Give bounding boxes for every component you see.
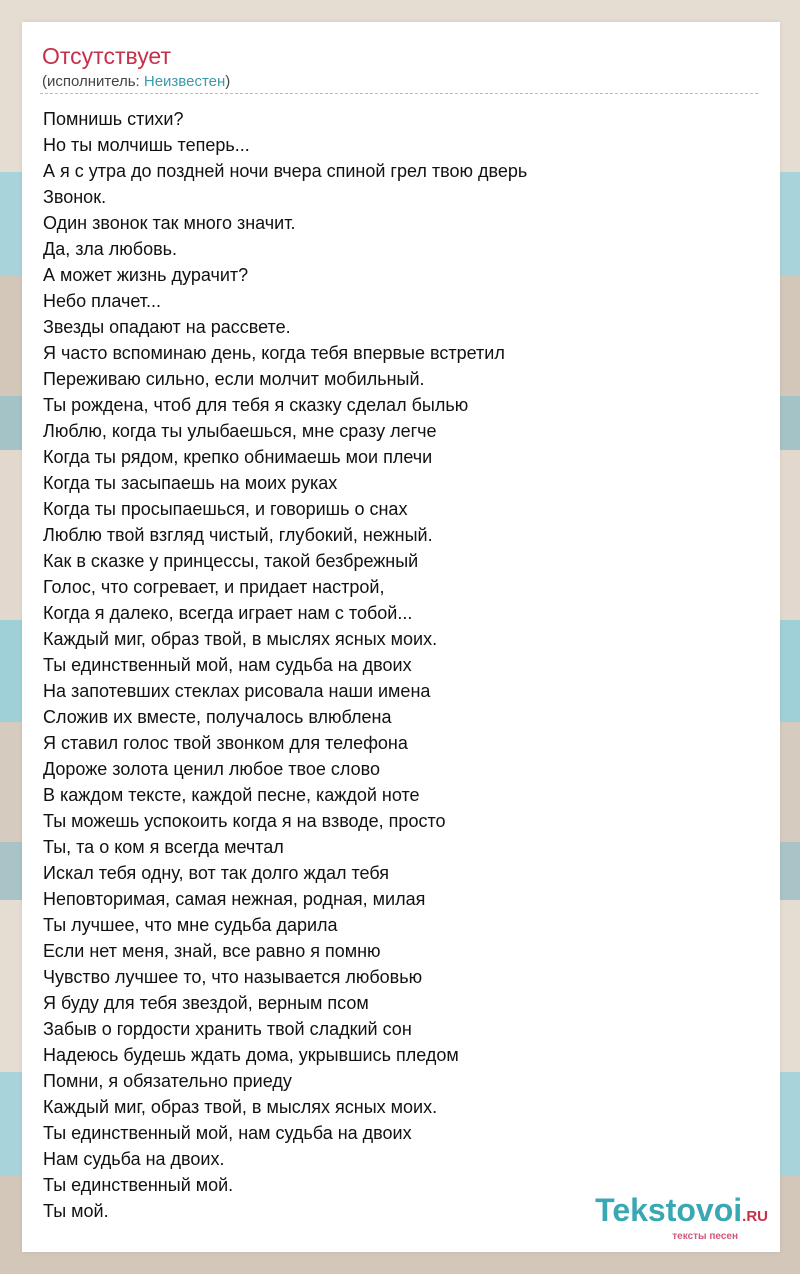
lyric-line: Как в сказке у принцессы, такой безбрежный xyxy=(43,551,419,571)
artist-link[interactable]: Неизвестен xyxy=(143,73,226,90)
lyric-line: Когда ты засыпаешь на моих руках xyxy=(43,473,338,493)
lyric-line: Я ставил голос твой звонком для телефона xyxy=(43,733,408,753)
lyric-line: Ты можешь успокоить когда я на взводе, просто xyxy=(43,811,446,831)
lyric-line: Когда я далеко, всегда играет нам с тобой... xyxy=(43,603,413,623)
lyric-line: Голос, что согревает, и придает настрой, xyxy=(43,577,385,597)
lyric-line: Забыв о гордости хранить твой сладкий сон xyxy=(43,1019,412,1039)
lyric-line: Когда ты рядом, крепко обнимаешь мои плечи xyxy=(43,447,433,467)
artist-prefix: (исполнитель: xyxy=(42,73,144,90)
lyric-line: Надеюсь будешь ждать дома, укрывшись пледом xyxy=(43,1045,459,1065)
lyric-line: Звонок. xyxy=(43,187,107,207)
logo-tagline: тексты песен xyxy=(672,1231,738,1242)
lyric-line: Ты рождена, чтоб для тебя я сказку сделал былью xyxy=(43,395,469,415)
lyric-line: А я с утра до поздней ночи вчера спиной грел твою дверь xyxy=(43,161,528,181)
lyric-line: Чувство лучшее то, что называется любовью xyxy=(43,967,423,987)
logo-name: Tekstovoi xyxy=(595,1192,743,1228)
lyric-line: Но ты молчишь теперь... xyxy=(43,135,250,155)
header-divider xyxy=(40,93,758,94)
lyric-line: Неповторимая, самая нежная, родная, милая xyxy=(43,889,426,909)
lyric-line: Ты мой. xyxy=(43,1201,109,1221)
lyric-line: Звезды опадают на рассвете. xyxy=(43,317,291,337)
lyric-line: Каждый миг, образ твой, в мыслях ясных моих. xyxy=(43,1097,438,1117)
lyric-line: Нам судьба на двоих. xyxy=(43,1149,225,1169)
lyric-line: Помни, я обязательно приеду xyxy=(43,1071,292,1091)
lyric-line: А может жизнь дурачит? xyxy=(43,265,249,285)
lyric-line: Я часто вспоминаю день, когда тебя впервые встретил xyxy=(43,343,505,363)
lyric-line: Ты единственный мой, нам судьба на двоих xyxy=(43,1123,412,1143)
lyric-line: Ты лучшее, что мне судьба дарила xyxy=(43,915,338,935)
lyric-line: Когда ты просыпаешься, и говоришь о снах xyxy=(43,499,408,519)
lyric-line: Дороже золота ценил любое твое слово xyxy=(43,759,380,779)
lyrics-text xyxy=(43,106,763,1224)
artist-line xyxy=(42,73,230,91)
lyric-line: Помнишь стихи? xyxy=(43,109,184,129)
lyric-line: Сложив их вместе, получалось влюблена xyxy=(43,707,392,727)
logo-wordmark xyxy=(595,1194,768,1233)
lyric-line: Переживаю сильно, если молчит мобильный. xyxy=(43,369,425,389)
lyric-line: Ты, та о ком я всегда мечтал xyxy=(43,837,284,857)
lyric-line: Искал тебя одну, вот так долго ждал тебя xyxy=(43,863,390,883)
lyric-line: На запотевших стеклах рисовала наши имена xyxy=(43,681,431,701)
lyric-line: Ты единственный мой, нам судьба на двоих xyxy=(43,655,412,675)
lyric-line: Люблю твой взгляд чистый, глубокий, нежный. xyxy=(43,525,433,545)
lyric-line: В каждом тексте, каждой песне, каждой ноте xyxy=(43,785,420,805)
lyric-line: Да, зла любовь. xyxy=(43,239,178,259)
lyric-line: Люблю, когда ты улыбаешься, мне сразу легче xyxy=(43,421,437,441)
lyric-line: Один звонок так много значит. xyxy=(43,213,296,233)
lyric-line: Если нет меня, знай, все равно я помню xyxy=(43,941,381,961)
site-logo[interactable] xyxy=(595,1194,768,1242)
artist-suffix: ) xyxy=(225,73,231,90)
logo-tld: .RU xyxy=(742,1208,768,1225)
lyrics-card xyxy=(22,22,780,1252)
lyric-line: Я буду для тебя звездой, верным псом xyxy=(43,993,369,1013)
song-title: Отсутствует xyxy=(42,43,171,69)
lyric-line: Ты единственный мой. xyxy=(43,1175,234,1195)
lyric-line: Небо плачет... xyxy=(43,291,162,311)
lyric-line: Каждый миг, образ твой, в мыслях ясных моих. xyxy=(43,629,438,649)
